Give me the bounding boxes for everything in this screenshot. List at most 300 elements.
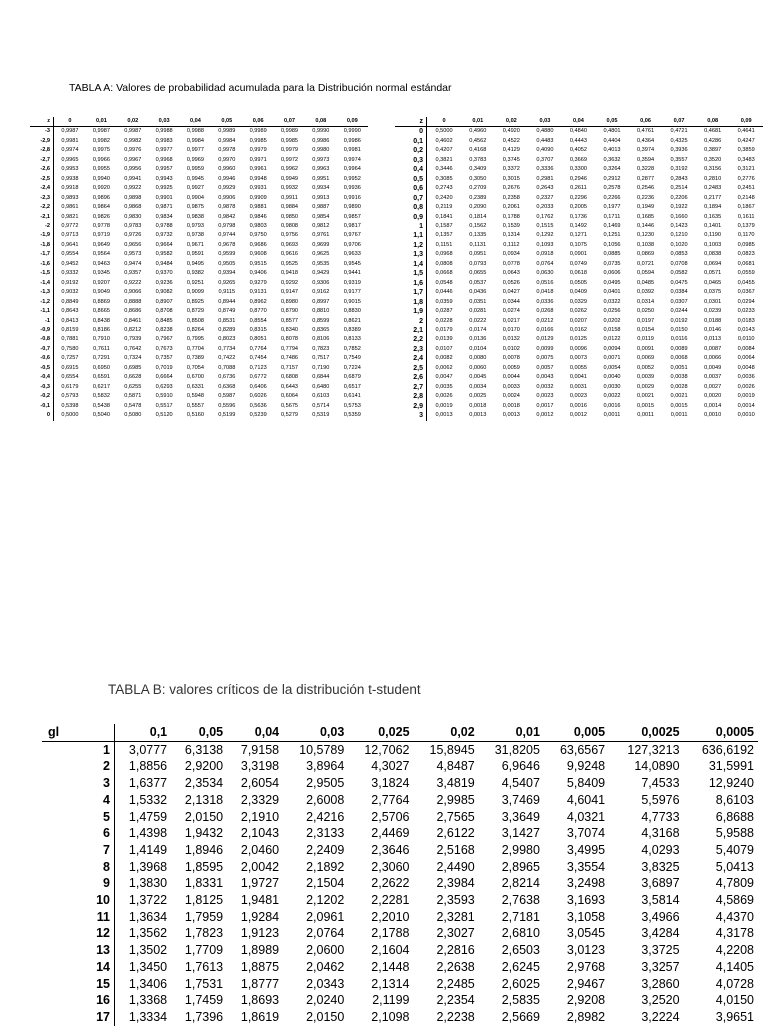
probability-cell: 0,1314	[502, 232, 520, 239]
probability-cell: 0,9767	[343, 232, 361, 239]
z-value: -2,2	[30, 203, 54, 212]
probability-cell: 0,2611	[570, 185, 587, 192]
probability-cell: 0,8051	[249, 336, 267, 343]
probability-cell: 0,0014	[737, 402, 755, 409]
critical-value-cell: 3,7074	[566, 826, 606, 841]
probability-cell: 0,9936	[343, 185, 361, 192]
critical-value-cell: 5,9588	[715, 826, 754, 841]
probability-cell: 0,0367	[737, 289, 755, 296]
critical-value-cell: 2,9985	[436, 792, 475, 807]
critical-value-cell: 2,7638	[501, 893, 540, 908]
table-row	[395, 392, 763, 401]
column-header: 0,08	[305, 117, 336, 127]
probability-cell: 0,0104	[469, 345, 487, 352]
table-row	[30, 213, 368, 222]
table-row	[395, 411, 763, 420]
probability-cell: 0,8212	[124, 326, 142, 333]
critical-value-cell: 1,3334	[128, 1009, 168, 1024]
probability-cell: 0,4641	[737, 128, 755, 135]
probability-cell: 0,0197	[636, 317, 655, 324]
probability-cell: 0,9706	[343, 241, 361, 248]
probability-cell: 0,0174	[469, 326, 487, 333]
critical-value-cell: 1,3722	[128, 893, 168, 908]
probability-cell: 0,0066	[704, 355, 722, 362]
probability-cell: 0,6026	[249, 393, 267, 400]
z-value: 1,7	[395, 288, 427, 297]
probability-cell: 0,6443	[280, 383, 299, 390]
gl-value: 11	[42, 909, 115, 926]
probability-cell: 0,7734	[218, 345, 236, 352]
column-header: 0,03	[528, 117, 562, 127]
probability-cell: 0,9099	[186, 289, 205, 296]
probability-cell: 0,1401	[704, 222, 722, 229]
critical-value-cell: 2,0462	[306, 959, 345, 974]
probability-cell: 0,9418	[280, 270, 299, 277]
probability-cell: 0,9591	[186, 251, 205, 258]
table-row	[42, 942, 758, 959]
probability-cell: 0,0049	[704, 364, 722, 371]
z-value: -1,1	[30, 307, 54, 316]
critical-value-cell: 12,9240	[708, 776, 754, 791]
table-row	[30, 392, 368, 401]
probability-cell: 0,8665	[92, 308, 110, 315]
probability-cell: 0,0594	[636, 270, 655, 277]
probability-cell: 0,8621	[343, 317, 361, 324]
probability-cell: 0,9982	[92, 137, 110, 144]
table-row	[30, 288, 368, 297]
probability-cell: 0,5636	[249, 402, 267, 409]
table-row	[30, 222, 368, 231]
critical-value-cell: 2,1892	[306, 859, 345, 874]
probability-cell: 0,9131	[249, 289, 267, 296]
probability-cell: 0,9861	[61, 204, 79, 211]
z-value: -1,8	[30, 241, 54, 250]
critical-value-cell: 2,9200	[184, 759, 224, 774]
probability-cell: 0,8708	[155, 308, 173, 315]
z-value: -1	[30, 317, 54, 326]
probability-cell: 0,0020	[704, 393, 722, 400]
probability-cell: 0,0384	[670, 289, 688, 296]
table-row	[395, 222, 763, 231]
probability-cell: 0,9838	[186, 213, 205, 220]
probability-cell: 0,2643	[536, 185, 554, 192]
probability-cell: 0,9834	[155, 213, 173, 220]
critical-value-cell: 3,3554	[566, 859, 606, 874]
probability-cell: 0,0021	[670, 393, 688, 400]
table-row	[30, 354, 368, 363]
z-value: 2,8	[395, 392, 427, 401]
probability-cell: 0,6879	[343, 374, 361, 381]
probability-cell: 0,0113	[704, 336, 721, 343]
gl-value: 6	[42, 825, 115, 842]
probability-cell: 0,7224	[343, 364, 361, 371]
probability-cell: 0,9192	[61, 279, 79, 286]
probability-cell: 0,9925	[155, 185, 173, 192]
table-row	[30, 146, 368, 155]
probability-cell: 0,9952	[343, 175, 361, 182]
probability-cell: 0,8980	[280, 298, 299, 305]
probability-cell: 0,7257	[61, 355, 79, 362]
probability-cell: 0,9251	[186, 279, 205, 286]
probability-cell: 0,9970	[218, 156, 236, 163]
critical-value-cell: 3,7469	[501, 792, 540, 807]
critical-value-cell: 2,2638	[436, 959, 475, 974]
probability-cell: 0,0643	[502, 270, 520, 277]
probability-cell: 0,2946	[569, 175, 587, 182]
probability-cell: 0,1736	[569, 213, 587, 220]
critical-value-cell: 2,4469	[371, 826, 410, 841]
probability-cell: 0,0838	[704, 251, 722, 258]
table-row	[395, 184, 763, 193]
probability-cell: 0,6255	[124, 383, 142, 390]
alpha-header: 0,05	[171, 724, 227, 741]
critical-value-cell: 6,9646	[501, 759, 540, 774]
probability-cell: 0,2420	[435, 194, 453, 201]
probability-cell: 0,9979	[249, 147, 267, 154]
probability-cell: 0,3156	[704, 166, 722, 173]
critical-value-cell: 2,6503	[501, 943, 540, 958]
probability-cell: 0,9279	[249, 279, 267, 286]
probability-cell: 0,5040	[92, 412, 110, 419]
critical-value-cell: 3,3257	[641, 959, 680, 974]
probability-cell: 0,5438	[92, 402, 110, 409]
probability-cell: 0,9980	[312, 147, 330, 154]
probability-cell: 0,0559	[737, 270, 755, 277]
probability-cell: 0,8944	[218, 298, 236, 305]
probability-cell: 0,9904	[186, 194, 205, 201]
table-row	[30, 373, 368, 382]
critical-value-cell: 1,8875	[240, 959, 280, 974]
probability-cell: 0,9940	[92, 175, 110, 182]
table-row	[42, 741, 758, 758]
probability-cell: 0,3936	[670, 147, 688, 154]
probability-cell: 0,0110	[737, 336, 755, 343]
probability-cell: 0,9744	[218, 232, 236, 239]
critical-value-cell: 6,3138	[184, 742, 224, 757]
probability-cell: 0,0011	[670, 412, 688, 419]
probability-cell: 0,9049	[92, 289, 110, 296]
probability-cell: 0,0031	[569, 383, 587, 390]
probability-cell: 0,9868	[124, 204, 142, 211]
probability-cell: 0,0322	[603, 298, 621, 305]
z-value: 1,2	[395, 241, 427, 250]
table-row	[395, 326, 763, 335]
probability-cell: 0,9986	[312, 137, 330, 144]
probability-cell: 0,7291	[92, 355, 110, 362]
probability-cell: 0,9932	[280, 185, 299, 192]
probability-cell: 0,8133	[343, 336, 361, 343]
probability-cell: 0,9975	[92, 147, 110, 154]
probability-cell: 0,0073	[569, 355, 587, 362]
critical-value-cell: 2,8982	[566, 1009, 606, 1024]
probability-cell: 0,8531	[218, 317, 236, 324]
probability-cell: 0,1867	[737, 204, 755, 211]
probability-cell: 0,7881	[61, 336, 79, 343]
probability-cell: 0,9625	[312, 251, 330, 258]
probability-cell: 0,3594	[636, 156, 655, 163]
probability-cell: 0,0048	[737, 364, 755, 371]
probability-cell: 0,6480	[312, 383, 330, 390]
probability-cell: 0,9951	[312, 175, 330, 182]
header-row	[30, 117, 368, 127]
probability-cell: 0,0016	[603, 402, 621, 409]
critical-value-cell: 4,3168	[641, 826, 680, 841]
z-value: -2,6	[30, 165, 54, 174]
table-row	[30, 231, 368, 240]
critical-value-cell: 2,6008	[306, 792, 345, 807]
probability-cell: 0,0040	[603, 374, 621, 381]
critical-value-cell: 2,3329	[240, 792, 280, 807]
critical-value-cell: 10,5789	[299, 742, 345, 757]
probability-cell: 0,0735	[603, 260, 621, 267]
probability-cell: 0,1814	[469, 213, 487, 220]
critical-value-cell: 2,9980	[501, 842, 540, 857]
z-value: -0,6	[30, 354, 54, 363]
probability-cell: 0,9985	[249, 137, 267, 144]
probability-cell: 0,9484	[155, 260, 173, 267]
probability-cell: 0,0212	[536, 317, 554, 324]
probability-cell: 0,0465	[704, 279, 722, 286]
table-row	[395, 364, 763, 373]
probability-cell: 0,0516	[536, 279, 554, 286]
z-value: 2	[395, 317, 427, 326]
probability-cell: 0,6628	[124, 374, 142, 381]
tabla-a-title: TABLA A: Valores de probabilidad acumulada para la Distribución normal estándar	[69, 82, 452, 94]
probability-cell: 0,8106	[312, 336, 330, 343]
probability-cell: 0,3121	[737, 166, 755, 173]
probability-cell: 0,9713	[61, 232, 79, 239]
probability-cell: 0,8925	[186, 298, 205, 305]
table-row	[42, 925, 758, 942]
critical-value-cell: 2,5835	[501, 993, 540, 1008]
probability-cell: 0,5000	[61, 412, 79, 419]
critical-value-cell: 3,1427	[501, 826, 540, 841]
probability-cell: 0,0250	[636, 308, 655, 315]
probability-cell: 0,1894	[704, 204, 722, 211]
critical-value-cell: 4,4370	[715, 909, 754, 924]
probability-cell: 0,8907	[155, 298, 173, 305]
z-value: -2	[30, 222, 54, 231]
probability-cell: 0,0764	[536, 260, 554, 267]
z-value: 0,6	[395, 184, 427, 193]
probability-cell: 0,1635	[704, 213, 722, 220]
critical-value-cell: 3,5814	[641, 893, 680, 908]
probability-cell: 0,2206	[670, 194, 688, 201]
probability-cell: 0,0823	[737, 251, 755, 258]
critical-value-cell: 2,3133	[306, 826, 345, 841]
probability-cell: 0,3483	[737, 156, 755, 163]
critical-value-cell: 2,5669	[501, 1009, 540, 1024]
probability-cell: 0,9881	[249, 204, 267, 211]
table-row	[42, 875, 758, 892]
critical-value-cell: 9,9248	[566, 759, 606, 774]
probability-cell: 0,4325	[670, 137, 688, 144]
critical-value-cell: 3,8964	[306, 759, 345, 774]
probability-cell: 0,4364	[636, 137, 655, 144]
probability-cell: 0,9686	[249, 241, 267, 248]
probability-cell: 0,0080	[469, 355, 487, 362]
probability-cell: 0,0055	[569, 364, 587, 371]
probability-cell: 0,0351	[469, 298, 487, 305]
table-row	[395, 137, 763, 146]
probability-cell: 0,6591	[92, 374, 110, 381]
probability-cell: 0,7324	[124, 355, 142, 362]
probability-cell: 0,9319	[343, 279, 361, 286]
probability-cell: 0,9949	[280, 175, 299, 182]
critical-value-cell: 1,9284	[240, 909, 280, 924]
probability-cell: 0,0015	[636, 402, 655, 409]
critical-value-cell: 4,3178	[715, 926, 754, 941]
probability-cell: 0,9956	[124, 166, 142, 173]
probability-cell: 0,1003	[704, 241, 722, 248]
probability-cell: 0,0125	[569, 336, 587, 343]
column-header: 0,09	[337, 117, 368, 127]
probability-cell: 0,5714	[312, 402, 330, 409]
column-header: 0,06	[242, 117, 273, 127]
probability-cell: 0,9463	[92, 260, 110, 267]
table-row	[42, 859, 758, 876]
probability-cell: 0,0808	[435, 260, 453, 267]
critical-value-cell: 4,0321	[566, 809, 606, 824]
probability-cell: 0,9147	[280, 289, 299, 296]
probability-cell: 0,1335	[469, 232, 487, 239]
critical-value-cell: 3,4966	[641, 909, 680, 924]
z-value: -3	[30, 127, 54, 137]
column-header: 0,04	[180, 117, 211, 127]
probability-cell: 0,9986	[343, 137, 361, 144]
z-value: 1,6	[395, 279, 427, 288]
table-row	[30, 175, 368, 184]
table-row	[30, 307, 368, 316]
table-row	[42, 825, 758, 842]
probability-cell: 0,0043	[536, 374, 554, 381]
critical-value-cell: 4,8487	[436, 759, 475, 774]
probability-cell: 0,1949	[636, 204, 655, 211]
column-header: 0,02	[495, 117, 529, 127]
gl-header: gl	[42, 724, 115, 741]
probability-cell: 0,2177	[704, 194, 722, 201]
probability-cell: 0,9370	[155, 270, 173, 277]
probability-cell: 0,1515	[536, 222, 554, 229]
table-row	[30, 298, 368, 307]
gl-value: 2	[42, 758, 115, 775]
critical-value-cell: 2,2238	[436, 1009, 475, 1024]
alpha-header: 0,0005	[684, 724, 758, 741]
probability-cell: 0,9871	[155, 204, 173, 211]
probability-cell: 0,9913	[312, 194, 330, 201]
probability-cell: 0,9545	[343, 260, 361, 267]
probability-cell: 0,0122	[603, 336, 621, 343]
critical-value-cell: 2,7181	[501, 909, 540, 924]
probability-cell: 0,9573	[124, 251, 142, 258]
probability-cell: 0,9982	[124, 137, 142, 144]
probability-cell: 0,0446	[435, 289, 453, 296]
probability-cell: 0,8830	[343, 308, 361, 315]
probability-cell: 0,9934	[312, 185, 330, 192]
probability-cell: 0,4090	[536, 147, 554, 154]
probability-cell: 0,0256	[603, 308, 621, 315]
critical-value-cell: 2,0961	[306, 909, 345, 924]
probability-cell: 0,2912	[603, 175, 621, 182]
critical-value-cell: 2,7764	[371, 792, 410, 807]
z-value: -1,4	[30, 279, 54, 288]
gl-value: 8	[42, 859, 115, 876]
probability-cell: 0,9920	[92, 185, 110, 192]
probability-cell: 0,0089	[670, 345, 688, 352]
probability-cell: 0,1038	[636, 241, 655, 248]
probability-cell: 0,4013	[603, 147, 621, 154]
probability-cell: 0,0655	[469, 270, 487, 277]
probability-cell: 0,0015	[670, 402, 688, 409]
normal-table-positive-z	[395, 117, 763, 421]
probability-cell: 0,0495	[603, 279, 621, 286]
probability-cell: 0,0375	[704, 289, 722, 296]
probability-cell: 0,6808	[280, 374, 299, 381]
probability-cell: 0,9909	[249, 194, 267, 201]
z-value: 0,5	[395, 175, 427, 184]
critical-value-cell: 2,3646	[371, 842, 410, 857]
probability-cell: 0,9961	[249, 166, 267, 173]
critical-value-cell: 2,0042	[240, 859, 280, 874]
probability-cell: 0,0027	[704, 383, 722, 390]
probability-cell: 0,3228	[636, 166, 655, 173]
probability-cell: 0,0035	[435, 383, 453, 390]
probability-cell: 0,3557	[670, 156, 688, 163]
probability-cell: 0,9599	[218, 251, 236, 258]
probability-cell: 0,9756	[280, 232, 299, 239]
z-value: 0	[395, 127, 427, 137]
probability-cell: 0,9901	[155, 194, 173, 201]
table-row	[42, 992, 758, 1009]
z-value: 0,8	[395, 203, 427, 212]
critical-value-cell: 5,4079	[715, 842, 754, 857]
probability-cell: 0,0018	[502, 402, 520, 409]
gl-value: 5	[42, 809, 115, 826]
probability-cell: 0,9649	[92, 241, 110, 248]
probability-cell: 0,1210	[670, 232, 688, 239]
probability-cell: 0,1292	[536, 232, 554, 239]
z-value: -0,1	[30, 402, 54, 411]
table-row	[42, 792, 758, 809]
column-header: 0	[427, 117, 462, 127]
probability-cell: 0,4052	[569, 147, 587, 154]
probability-cell: 0,0052	[636, 364, 655, 371]
critical-value-cell: 1,4398	[128, 826, 168, 841]
probability-cell: 0,3300	[569, 166, 587, 173]
probability-cell: 0,8078	[280, 336, 299, 343]
critical-value-cell: 2,1448	[371, 959, 410, 974]
column-header: 0,02	[117, 117, 148, 127]
probability-cell: 0,0158	[603, 326, 621, 333]
critical-value-cell: 4,0728	[715, 976, 754, 991]
probability-cell: 0,5910	[155, 393, 173, 400]
probability-cell: 0,9974	[343, 156, 361, 163]
probability-cell: 0,4562	[469, 137, 487, 144]
probability-cell: 0,2358	[502, 194, 520, 201]
probability-cell: 0,9750	[249, 232, 267, 239]
table-row	[30, 317, 368, 326]
probability-cell: 0,4761	[636, 128, 655, 135]
critical-value-cell: 2,5168	[436, 842, 475, 857]
table-row	[42, 976, 758, 993]
z-value: -2,1	[30, 213, 54, 222]
probability-cell: 0,1711	[603, 213, 621, 220]
probability-cell: 0,4286	[704, 137, 722, 144]
probability-cell: 0,9884	[280, 204, 299, 211]
z-header: z	[30, 117, 54, 127]
critical-value-cell: 2,8214	[501, 876, 540, 891]
probability-cell: 0,9808	[280, 222, 299, 229]
